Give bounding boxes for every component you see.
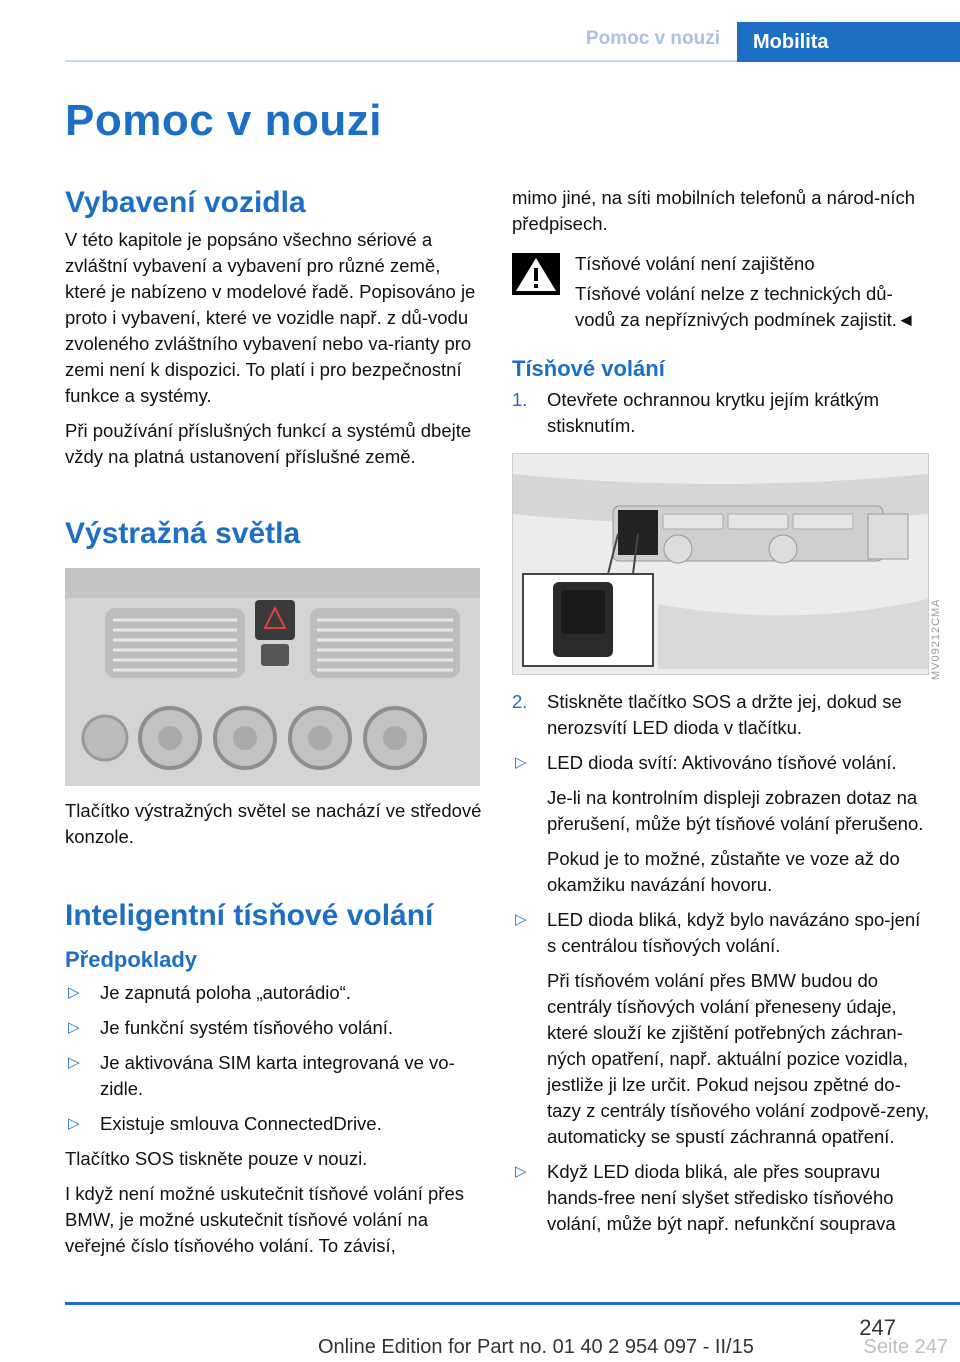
steps-list-continued	[512, 689, 930, 741]
step-2: 2. Stiskněte tlačítko SOS a držte jej, dokud se nerozsvítí LED dioda v tlačítku.	[512, 691, 902, 738]
list-item: ▷ Když LED dioda bliká, ale přes soupravu hands-free není slyšet středisko tísňového volání, může být např. nefunkční souprava	[515, 1161, 896, 1234]
list-item: ▷ Je funkční systém tísňového volání.	[65, 1015, 483, 1041]
warning-icon	[512, 253, 560, 295]
list-item: ▷ LED dioda svítí: Aktivováno tísňové volání. Je-li na kontrolním displeji zobrazen dotaz na přerušení, může být tísňové volání přerušeno. Pokud je to možné, zůstaňte ve voze až do okamžiku navázání hovoru.	[512, 750, 930, 898]
led-status-list	[512, 750, 930, 1237]
list-item-details: Je-li na kontrolním displeji zobrazen dotaz na přerušení, může být tísňové volání přerušeno. Pokud je to možné, zůstaňte ve voze až do okamžiku navázání hovoru.	[547, 787, 924, 895]
triangle-bullet-icon: ▷	[68, 1115, 80, 1132]
paragraph: Tlačítko SOS tiskněte pouze v nouzi.	[65, 1148, 368, 1169]
photo-caption: Tlačítko výstražných světel se nachází ve středové konzole.	[65, 800, 482, 847]
header-section-title: Pomoc v nouzi	[585, 28, 720, 49]
triangle-bullet-icon: ▷	[515, 911, 527, 928]
list-item: ▷ LED dioda bliká, když bylo navázáno spo-jení s centrálou tísňových volání. Při tísňovém volání přes BMW budou do centrály tísňových volání přeneseny údaje, které slouží ke zjištění potřebných záchran-ných opatření, např. aktuální pozice vozidla, jestliže ji lze určit. Pokud nejsou zpětné do-tazy z centrály tísňového volání zodpově-zeny, automaticky se spustí záchranná opatření.	[512, 907, 930, 1150]
step-1: 1. Otevřete ochrannou krytku jejím krátkým stisknutím.	[512, 389, 880, 436]
page-number: 247	[859, 1315, 896, 1340]
triangle-bullet-icon: ▷	[68, 1019, 80, 1036]
watermark: Seite 247	[863, 1336, 948, 1358]
steps-list	[512, 387, 930, 439]
sos-button-illustration	[513, 454, 928, 674]
left-column	[65, 185, 483, 1268]
list-item-details: Při tísňovém volání přes BMW budou do centrály tísňových volání přeneseny údaje, které slouží ke zjištění potřebných záchran-ných opatření, např. aktuální pozice vozidla, jestliže ji lze určit. Pokud nejsou zpětné do-tazy z centrály tísňového volání zodpově-zeny, automaticky se spustí záchranná opatření.	[547, 970, 930, 1147]
paragraph: I když není možné uskutečnit tísňové volání přes BMW, je možné uskutečnit tísňové volání na veřejné číslo tísňového volání. To závisí,	[65, 1183, 464, 1256]
warning-text: Tísňové volání nelze z technických dů-vodů za nepříznivých podmínek zajistit.◄	[575, 283, 916, 330]
list-item: ▷ Je aktivována SIM karta integrovaná ve vo-zidle.	[68, 1052, 455, 1099]
heading-vybaveni: Vybavení vozidla	[65, 186, 306, 219]
triangle-bullet-icon: ▷	[68, 984, 80, 1001]
edition-text: Online Edition for Part no. 01 40 2 954 097 - II/15	[318, 1336, 754, 1358]
triangle-bullet-icon: ▷	[515, 754, 527, 771]
hazard-lights-illustration	[65, 568, 480, 786]
heading-tisnove-volani: Tísňové volání	[512, 356, 665, 381]
hazard-lights-photo	[65, 568, 480, 786]
predpoklady-list	[65, 980, 483, 1137]
paragraph: Při používání příslušných funkcí a systémů dbejte vždy na platná ustanovení příslušné země.	[65, 420, 472, 467]
heading-inteligentni: Inteligentní tísňové volání	[65, 899, 434, 932]
warning-box	[512, 251, 930, 333]
warning-title: Tísňové volání není zajištěno	[575, 253, 815, 274]
right-column	[512, 185, 930, 1246]
list-item: ▷ Je zapnutá poloha „autorádio“.	[65, 980, 483, 1006]
paragraph: mimo jiné, na síti mobilních telefonů a národ-ních předpisech.	[512, 187, 916, 234]
paragraph: V této kapitole je popsáno všechno sériové a zvláštní vybavení a vybavení pro různé země, které je nabízeno v modelové řadě. Popisováno je proto i vybavení, které ve vozidle např. z dů-vodu zvoleného zvláštního vybavení nebo va-rianty pro zemi není k dispozici. To platí i pro bezpečnostní funkce a systémy.	[65, 229, 476, 406]
heading-predpoklady: Předpoklady	[65, 947, 198, 972]
list-item: ▷ Existuje smlouva ConnectedDrive.	[65, 1111, 483, 1137]
footer-rule	[65, 1302, 960, 1305]
triangle-bullet-icon: ▷	[515, 1163, 527, 1180]
sos-button-photo	[512, 453, 929, 675]
header-tab-mobilita: Mobilita	[737, 22, 960, 62]
triangle-bullet-icon: ▷	[68, 1054, 80, 1071]
image-code: MV09212CMA	[930, 598, 942, 680]
heading-vystrazna: Výstražná světla	[65, 517, 301, 550]
page-title: Pomoc v nouzi	[65, 96, 382, 145]
